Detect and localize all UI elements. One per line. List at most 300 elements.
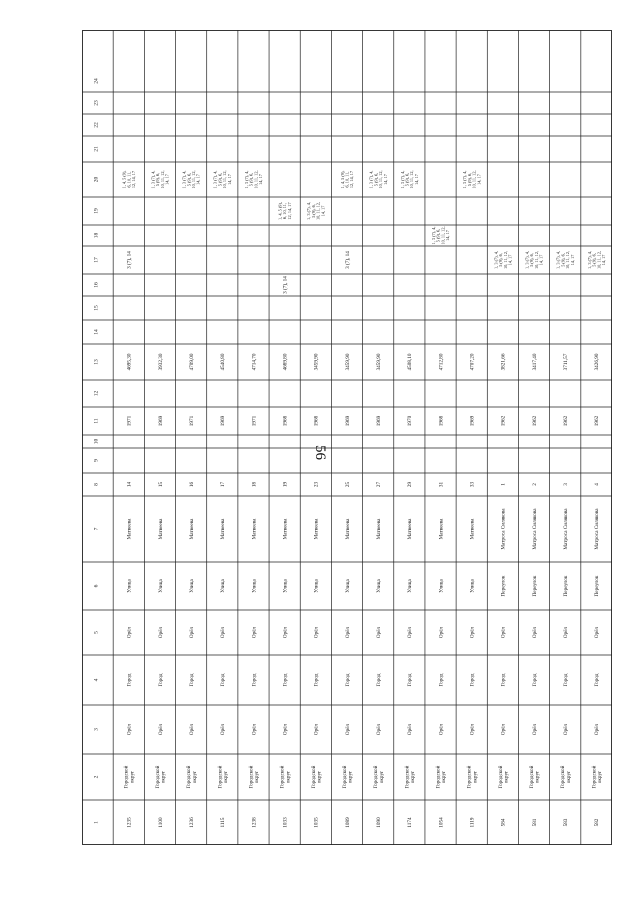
cell-text: Орёл bbox=[344, 626, 351, 639]
table-cell bbox=[314, 723, 320, 735]
table-cell bbox=[493, 251, 513, 269]
cell-text: Город bbox=[438, 673, 445, 687]
cell-text: 10, 11, 12, bbox=[409, 170, 415, 189]
table-cell bbox=[251, 817, 257, 828]
table-cell bbox=[407, 353, 413, 370]
table-cell bbox=[189, 415, 195, 426]
cell-text: Орёл bbox=[251, 626, 258, 639]
table-cell bbox=[501, 818, 507, 826]
table-cell bbox=[563, 673, 569, 686]
cell-text: 10, 11, 12, bbox=[502, 250, 508, 270]
table-cell bbox=[345, 723, 351, 735]
cell-text: 14, 17 bbox=[226, 174, 232, 185]
cell-text: Матвеева bbox=[375, 518, 382, 540]
table-cell bbox=[127, 723, 133, 735]
cell-text: 3459,90 bbox=[313, 353, 320, 371]
cell-text: Матвеева bbox=[469, 518, 476, 540]
cell-text: 6, 10, 11, bbox=[282, 203, 288, 219]
table-cell bbox=[438, 353, 444, 370]
cell-text: Улица bbox=[126, 579, 133, 593]
table-cell bbox=[158, 579, 164, 593]
cell-text: округ bbox=[222, 770, 229, 784]
cell-text: 5 (9), 6, bbox=[435, 228, 441, 243]
table-cell bbox=[251, 723, 257, 735]
table-cell bbox=[213, 170, 233, 188]
cell-text: Матвеева bbox=[188, 518, 195, 540]
cell-text: 1971 bbox=[126, 415, 133, 427]
cell-text: Матвеева bbox=[251, 518, 258, 540]
table-cell bbox=[189, 482, 195, 488]
cell-text: Матроса Силякова bbox=[500, 508, 507, 550]
table-cell bbox=[532, 818, 538, 826]
table-cell bbox=[528, 765, 541, 788]
table-cell bbox=[127, 353, 133, 370]
cell-text: 1968 bbox=[282, 415, 289, 427]
cell-text: 1054 bbox=[438, 817, 445, 828]
cell-text: Улица bbox=[220, 579, 227, 593]
page-number: 56 bbox=[312, 445, 328, 460]
table-cell bbox=[407, 673, 413, 686]
header-cell: 16 bbox=[93, 282, 100, 288]
cell-text: 4 bbox=[594, 483, 601, 486]
cell-text: Городской bbox=[435, 765, 442, 789]
cell-text: 14, 17 bbox=[382, 174, 388, 185]
cell-text: 1969 bbox=[469, 415, 476, 427]
table-cell bbox=[127, 518, 133, 539]
table-cell bbox=[563, 415, 569, 426]
cell-text: округ bbox=[378, 770, 385, 784]
table-cell bbox=[189, 626, 195, 638]
cell-text: Город bbox=[469, 673, 476, 687]
cell-text: Город bbox=[344, 673, 351, 687]
table-cell bbox=[563, 353, 569, 370]
cell-text: округ bbox=[316, 770, 323, 784]
table-cell bbox=[501, 575, 507, 596]
table-cell bbox=[470, 723, 476, 735]
cell-text: 4695,30 bbox=[126, 353, 133, 371]
table-cell bbox=[282, 482, 288, 488]
table-cell bbox=[407, 626, 413, 638]
table-cell bbox=[594, 723, 600, 735]
cell-text: 1, 4, 5 (9), bbox=[121, 170, 127, 189]
cell-text: Город bbox=[531, 673, 538, 687]
cell-text: 581 bbox=[531, 818, 538, 827]
table-cell bbox=[189, 817, 195, 828]
table-cell bbox=[277, 202, 292, 220]
cell-text: Город bbox=[407, 673, 414, 687]
cell-text: Орёл bbox=[469, 626, 476, 639]
table-cell bbox=[220, 626, 226, 638]
table-cell bbox=[344, 251, 351, 269]
cell-text: Городской bbox=[497, 765, 504, 789]
cell-text: 1, 3 (7), 4, bbox=[399, 170, 405, 189]
table-cell bbox=[438, 579, 444, 593]
cell-text: 1035 bbox=[313, 817, 320, 828]
cell-text: 14, 17 bbox=[569, 254, 575, 266]
table-cell bbox=[345, 626, 351, 638]
cell-text: 1970 bbox=[407, 415, 414, 427]
cell-text: 1 bbox=[500, 483, 507, 486]
cell-text: Орёл bbox=[407, 723, 414, 736]
cell-text: 14, 17 bbox=[476, 174, 482, 185]
table-cell bbox=[314, 353, 320, 370]
table-cell bbox=[158, 626, 164, 638]
table-cell bbox=[556, 251, 576, 269]
cell-text: 10, 11, 12, bbox=[159, 170, 165, 189]
cell-text: Орёл bbox=[500, 626, 507, 639]
cell-text: 1, 3 (7), 4, bbox=[243, 170, 249, 189]
cell-text: Орёл bbox=[531, 626, 538, 639]
table-cell bbox=[345, 482, 351, 488]
table-cell bbox=[127, 482, 133, 488]
header-cell: 6 bbox=[93, 584, 100, 588]
table-cell bbox=[158, 482, 164, 488]
cell-text: Городской bbox=[466, 765, 473, 789]
cell-text: Орёл bbox=[594, 626, 601, 639]
table-cell bbox=[251, 415, 257, 426]
cell-text: Орёл bbox=[157, 723, 164, 736]
cell-text: 584 bbox=[500, 818, 507, 827]
cell-text: 10, 11, 12, bbox=[596, 250, 602, 270]
cell-text: 1969 bbox=[157, 415, 164, 427]
cell-text: 3 (7), 14 bbox=[344, 251, 351, 269]
header-cell: 14 bbox=[93, 329, 100, 335]
cell-text: 1089 bbox=[344, 817, 351, 828]
cell-text: Орёл bbox=[126, 723, 133, 736]
cell-text: 1100 bbox=[157, 817, 164, 828]
cell-text: Орёл bbox=[563, 723, 570, 736]
cell-text: 582 bbox=[594, 818, 601, 827]
cell-text: Город bbox=[126, 673, 133, 687]
table-cell bbox=[314, 626, 320, 638]
cell-text: 12, 14, 17 bbox=[349, 170, 355, 189]
cell-text: Орёл bbox=[407, 626, 414, 639]
cell-text: 1969 bbox=[220, 415, 227, 427]
cell-text: 1, 3 (7), 4, bbox=[368, 170, 374, 189]
cell-text: Орёл bbox=[313, 626, 320, 639]
cell-text: 1968 bbox=[313, 415, 320, 427]
cell-text: Переулок bbox=[500, 575, 507, 597]
cell-text: 5 (9), 6, bbox=[248, 172, 254, 187]
cell-text: Улица bbox=[157, 579, 164, 593]
cell-text: Орёл bbox=[313, 723, 320, 736]
table-cell bbox=[438, 518, 444, 539]
cell-text: 14, 17 bbox=[195, 174, 201, 185]
table-cell bbox=[376, 518, 382, 539]
cell-text: 3426,90 bbox=[594, 353, 601, 371]
cell-text: 1238 bbox=[251, 817, 258, 828]
table-cell bbox=[594, 626, 600, 638]
cell-text: Орёл bbox=[282, 723, 289, 736]
cell-text: 5 (9), 6, bbox=[529, 253, 535, 267]
cell-text: Матроса Силякова bbox=[563, 508, 570, 550]
table-cell bbox=[407, 723, 413, 735]
table-cell bbox=[501, 626, 507, 638]
table-cell bbox=[158, 415, 164, 426]
cell-text: округ bbox=[472, 770, 479, 784]
cell-text: 4707,20 bbox=[469, 353, 476, 371]
cell-text: 1, 3 (7), 4, bbox=[462, 170, 468, 189]
table-cell bbox=[314, 817, 320, 828]
cell-text: 5 (9), 6, bbox=[498, 253, 504, 267]
cell-text: 1, 3 (7), 4, bbox=[212, 170, 218, 189]
cell-text: округ bbox=[410, 770, 417, 784]
table-cell bbox=[466, 765, 479, 788]
table-cell bbox=[438, 415, 444, 426]
header-cell: 8 bbox=[93, 483, 100, 486]
cell-text: Орёл bbox=[344, 723, 351, 736]
cell-text: Орёл bbox=[375, 626, 382, 639]
table-cell bbox=[438, 817, 444, 828]
table-cell bbox=[563, 575, 569, 596]
table-cell bbox=[594, 483, 600, 486]
cell-text: 10, 11, 12, bbox=[190, 170, 196, 189]
table-cell bbox=[127, 579, 133, 593]
table-cell bbox=[158, 673, 164, 686]
table-cell bbox=[282, 626, 288, 638]
table-cell bbox=[220, 353, 226, 370]
cell-text: округ bbox=[129, 770, 136, 784]
table-cell bbox=[158, 817, 164, 828]
cell-text: Город bbox=[282, 673, 289, 687]
table-cell bbox=[314, 673, 320, 686]
cell-text: 6, 10, 11, bbox=[344, 171, 350, 188]
table-cell bbox=[282, 723, 288, 735]
cell-text: 14, 17 bbox=[320, 205, 326, 217]
table-cell bbox=[470, 415, 476, 426]
table-cell bbox=[251, 518, 257, 539]
cell-text: Городской bbox=[404, 765, 411, 789]
table-cell bbox=[247, 765, 260, 788]
table-cell bbox=[434, 765, 447, 788]
cell-text: Матвеева bbox=[438, 518, 445, 540]
cell-text: Переулок bbox=[531, 575, 538, 597]
cell-text: Улица bbox=[282, 579, 289, 593]
table-cell bbox=[345, 415, 351, 426]
table-cell bbox=[251, 673, 257, 686]
rotated-table bbox=[82, 30, 612, 845]
cell-text: Улица bbox=[313, 579, 320, 593]
cell-text: 29 bbox=[407, 481, 414, 488]
cell-text: 12, 14, 17 bbox=[286, 202, 292, 220]
cell-text: Городской bbox=[341, 765, 348, 789]
cell-text: 10, 11, 12, bbox=[533, 250, 539, 270]
table-cell bbox=[501, 483, 507, 486]
cell-text: 1971 bbox=[251, 415, 258, 427]
table-cell bbox=[251, 482, 257, 488]
cell-text: Улица bbox=[188, 579, 195, 593]
cell-text: 4689,80 bbox=[282, 353, 289, 371]
table-cell bbox=[345, 579, 351, 593]
cell-text: 3932,30 bbox=[157, 353, 164, 371]
cell-text: Городской bbox=[186, 765, 193, 789]
cell-text: 583 bbox=[563, 818, 570, 827]
table-cell bbox=[470, 482, 476, 488]
table-cell bbox=[340, 170, 355, 188]
cell-text: 5 (9), 6, bbox=[310, 204, 316, 218]
cell-text: 1962 bbox=[594, 415, 601, 427]
cell-text: Орёл bbox=[469, 723, 476, 736]
table-cell bbox=[376, 353, 382, 370]
table-cell bbox=[369, 170, 389, 188]
cell-text: 5 (9), 6, bbox=[155, 172, 161, 187]
cell-text: Город bbox=[563, 673, 570, 687]
table-cell bbox=[462, 170, 482, 188]
cell-text: 1119 bbox=[469, 817, 476, 828]
cell-text: Матроса Силякова bbox=[531, 508, 538, 550]
header-cell: 12 bbox=[93, 390, 100, 397]
cell-text: Город bbox=[157, 673, 164, 687]
table-cell bbox=[532, 483, 538, 486]
cell-text: Переулок bbox=[594, 575, 601, 597]
header-cell: 18 bbox=[93, 232, 100, 239]
cell-text: 1971 bbox=[188, 415, 195, 427]
header-cell: 2 bbox=[93, 775, 100, 779]
cell-text: 14, 17 bbox=[445, 230, 451, 241]
cell-text: 14 bbox=[126, 481, 133, 488]
table-cell bbox=[220, 673, 226, 686]
cell-text: Улица bbox=[407, 579, 414, 593]
cell-text: 1033 bbox=[282, 817, 289, 828]
cell-text: 10, 11, 12, bbox=[315, 201, 321, 221]
table-cell bbox=[532, 575, 538, 596]
table-cell bbox=[282, 673, 288, 686]
cell-text: округ bbox=[565, 770, 572, 784]
header-cell: 13 bbox=[93, 359, 100, 365]
table-cell bbox=[127, 817, 133, 828]
table-cell bbox=[438, 673, 444, 686]
table-cell bbox=[501, 673, 507, 686]
header-cell: 11 bbox=[93, 418, 100, 424]
table-cell bbox=[501, 353, 507, 370]
cell-text: Матвеева bbox=[282, 518, 289, 540]
table-cell bbox=[407, 415, 413, 426]
table-cell bbox=[126, 251, 133, 269]
cell-text: Орёл bbox=[251, 723, 258, 736]
cell-text: 14, 17 bbox=[601, 254, 607, 266]
cell-text: 4712,80 bbox=[438, 353, 445, 371]
cell-text: Орёл bbox=[375, 723, 382, 736]
table-cell bbox=[501, 723, 507, 735]
cell-text: Улица bbox=[344, 579, 351, 593]
cell-text: Орёл bbox=[126, 626, 133, 639]
cell-text: 3459,90 bbox=[344, 353, 351, 371]
cell-text: 1962 bbox=[563, 415, 570, 427]
cell-text: 4508,10 bbox=[407, 353, 414, 371]
table-cell bbox=[403, 765, 416, 788]
table-cell bbox=[470, 353, 476, 370]
header-cell: 9 bbox=[93, 459, 100, 462]
cell-text: 5 (9), 6, bbox=[373, 172, 379, 187]
cell-text: Город bbox=[251, 673, 258, 687]
cell-text: 19 bbox=[282, 481, 289, 488]
cell-text: 12, 14, 17 bbox=[130, 170, 136, 189]
table-cell bbox=[310, 765, 323, 788]
table-cell bbox=[220, 579, 226, 593]
cell-text: 3 (7), 14 bbox=[282, 276, 289, 294]
header-cell: 7 bbox=[93, 527, 100, 531]
table-cell bbox=[376, 723, 382, 735]
table-cell bbox=[314, 482, 320, 488]
cell-text: 6, 10, 11, bbox=[126, 171, 132, 188]
header-cell: 19 bbox=[93, 208, 100, 214]
table-cell bbox=[189, 518, 195, 539]
cell-text: Город bbox=[220, 673, 227, 687]
table-cell bbox=[314, 579, 320, 593]
cell-text: Орёл bbox=[563, 626, 570, 639]
table-cell bbox=[438, 626, 444, 638]
table-cell bbox=[127, 673, 133, 686]
table-cell bbox=[400, 170, 420, 188]
table-cell bbox=[407, 817, 413, 828]
cell-text: Город bbox=[313, 673, 320, 687]
table-cell bbox=[501, 508, 507, 550]
cell-text: 15 bbox=[157, 481, 164, 488]
table-cell bbox=[594, 353, 600, 370]
cell-text: 1962 bbox=[531, 415, 538, 427]
table-cell bbox=[532, 673, 538, 686]
cell-text: 3417,40 bbox=[531, 353, 538, 371]
table-cell bbox=[532, 508, 538, 550]
cell-text: 4540,80 bbox=[220, 353, 227, 371]
cell-text: Городской bbox=[279, 765, 286, 789]
table-cell bbox=[158, 723, 164, 735]
table-cell bbox=[314, 415, 320, 426]
cell-text: 1090 bbox=[375, 817, 382, 828]
cell-text: Орёл bbox=[500, 723, 507, 736]
cell-text: 23 bbox=[313, 481, 320, 488]
cell-text: Городской bbox=[529, 765, 536, 789]
table-cell bbox=[376, 482, 382, 488]
table-cell bbox=[185, 765, 198, 788]
table-cell bbox=[497, 765, 510, 788]
cell-text: Городской bbox=[248, 765, 255, 789]
cell-text: 16 bbox=[188, 481, 195, 488]
table-cell bbox=[127, 415, 133, 426]
table-cell bbox=[282, 415, 288, 426]
table-cell bbox=[501, 415, 507, 426]
cell-text: Матвеева bbox=[220, 518, 227, 540]
cell-text: Орёл bbox=[438, 626, 445, 639]
table-cell bbox=[123, 765, 136, 788]
cell-text: 5 (9), 6, bbox=[404, 172, 410, 187]
cell-text: Орёл bbox=[188, 626, 195, 639]
header-cell: 17 bbox=[93, 257, 100, 263]
cell-text: Орёл bbox=[157, 626, 164, 639]
header-cell: 20 bbox=[93, 176, 100, 183]
cell-text: 10, 11, 12, bbox=[440, 226, 446, 245]
table-cell bbox=[220, 482, 226, 488]
table-cell bbox=[279, 765, 292, 788]
cell-text: 14, 17 bbox=[164, 174, 170, 185]
cell-text: 1, 4, 5 (9), bbox=[339, 170, 345, 189]
cell-text: 1, 3 (7), 4, bbox=[524, 251, 530, 269]
cell-text: 1, 3 (7), 4, bbox=[150, 170, 156, 189]
cell-text: Орёл bbox=[594, 723, 601, 736]
table-cell bbox=[251, 353, 257, 370]
table-cell bbox=[438, 482, 444, 488]
cell-text: Орёл bbox=[220, 626, 227, 639]
cell-text: 1, 3 (7), 4, bbox=[493, 251, 499, 269]
cell-text: Орёл bbox=[438, 723, 445, 736]
cell-text: Улица bbox=[251, 579, 258, 593]
table-cell bbox=[189, 579, 195, 593]
cell-text: Орёл bbox=[282, 626, 289, 639]
cell-text: 1962 bbox=[500, 415, 507, 427]
cell-text: 25 bbox=[344, 481, 351, 488]
table-cell bbox=[563, 818, 569, 826]
cell-text: округ bbox=[441, 770, 448, 784]
